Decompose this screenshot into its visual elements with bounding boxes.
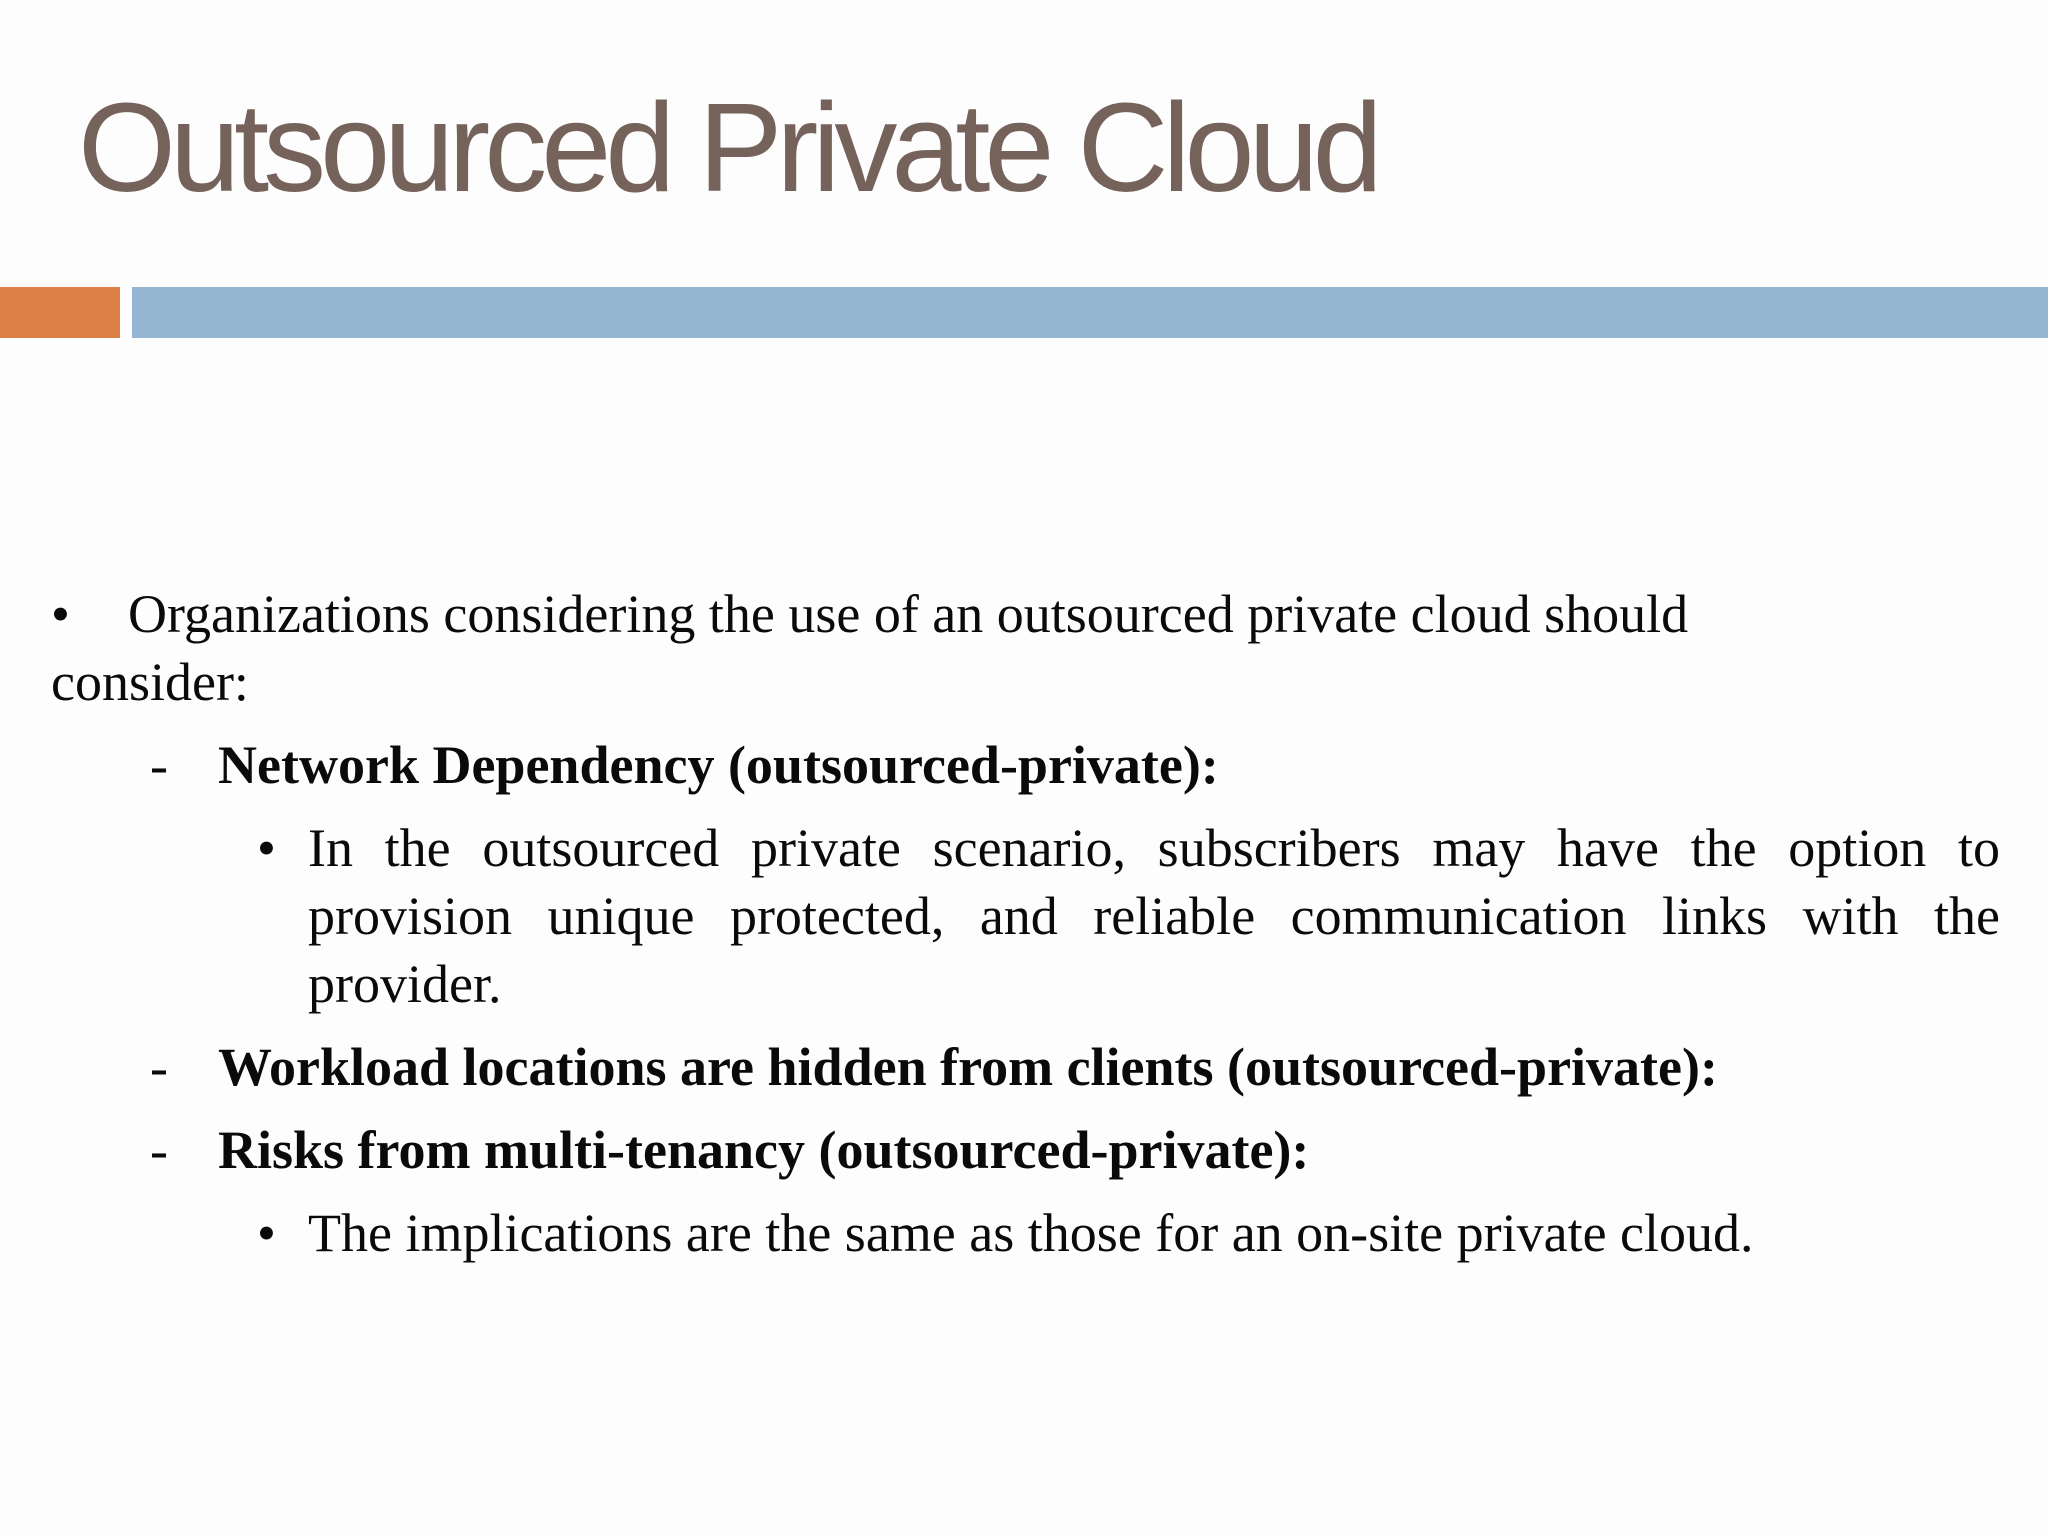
dash-icon: - [150,735,168,795]
bullet-icon: • [51,584,70,644]
bullet-icon: • [257,1203,276,1263]
dash-icon: - [150,1037,168,1097]
item-heading-text: Network Dependency (outsourced-private): [218,735,1219,795]
bullet-icon: • [257,818,276,878]
sub-bullet-text: The implications are the same as those for an on-site private cloud. [308,1203,1754,1263]
slide-title: Outsourced Private Cloud [78,77,1377,218]
dash-icon: - [150,1120,168,1180]
intro-text: Organizations considering the use of an outsourced private cloud should consider: [51,584,1689,712]
sub-bullet-text: In the outsourced private scenario, subscribers may have the option to provision unique protected, and reliable communication links with the provider. [308,818,2000,1014]
sub-bullet-multi-tenancy [0,1199,2000,1267]
item-heading-text: Risks from multi-tenancy (outsourced-private): [218,1120,1310,1180]
title-accent-bar [0,287,120,338]
sub-bullet-network-dependency [0,814,2000,1018]
intro-bullet [51,580,1811,716]
item-heading-text: Workload locations are hidden from clients (outsourced-private): [218,1037,1718,1097]
item-heading-multi-tenancy [0,1116,2048,1184]
slide-body [0,580,2048,1267]
title-divider-bar [132,287,2048,338]
item-heading-workload-locations [0,1033,2048,1101]
item-heading-network-dependency [0,731,2048,799]
